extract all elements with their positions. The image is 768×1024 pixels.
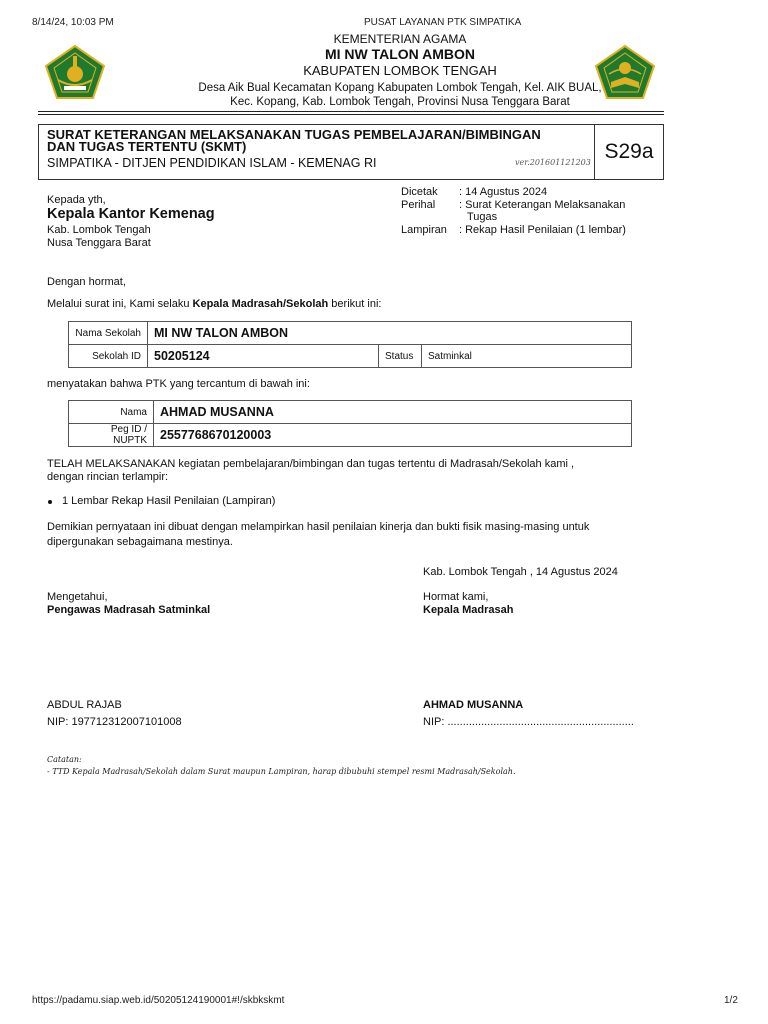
table-row <box>69 424 632 447</box>
perihal-value-line-2: Tugas <box>467 211 498 223</box>
recipient-name: Kepala Kantor Kemenag <box>47 206 215 222</box>
ptk-id-label: Peg ID / NUPTK <box>69 424 154 447</box>
executed-line-1: TELAH MELAKSANAKAN kegiatan pembelajaran/bimbingan dan tugas tertentu di Madrasah/Sekolah kami , <box>47 458 575 470</box>
table-row <box>69 401 632 424</box>
letterhead <box>150 33 650 109</box>
right-signer-title: Kepala Madrasah <box>423 604 514 616</box>
ptk-name-value: AHMAD MUSANNA <box>154 401 632 424</box>
recipient-salutation: Kepada yth, <box>47 194 106 206</box>
print-url: https://padamu.siap.web.id/50205124190001#!/skbkskmt <box>32 995 285 1006</box>
school-name-value: MI NW TALON AMBON <box>148 322 632 345</box>
letterhead-divider-bottom <box>38 114 664 115</box>
closing-line-2: dipergunakan sebagaimana mestinya. <box>47 536 233 548</box>
executed-line-2: dengan rincian terlampir: <box>47 471 169 483</box>
right-greeting: Hormat kami, <box>423 591 489 603</box>
bullet-icon <box>48 500 52 504</box>
status-value: Satminkal <box>422 345 632 368</box>
ptk-id-value: 2557768670120003 <box>154 424 632 447</box>
print-page-number: 1/2 <box>724 995 738 1006</box>
ptk-name-label: Nama <box>69 401 154 424</box>
left-signer-title: Pengawas Madrasah Satminkal <box>47 604 211 616</box>
right-signer-name: AHMAD MUSANNA <box>423 699 524 711</box>
address-line-2: Kec. Kopang, Kab. Lombok Tengah, Provinsi Nusa Tenggara Barat <box>230 96 570 108</box>
document-subtitle: SIMPATIKA - DITJEN PENDIDIKAN ISLAM - KEMENAG RI <box>47 156 377 170</box>
perihal-value-line-1: : Surat Keterangan Melaksanakan <box>459 199 626 211</box>
right-signer-nip: NIP: ............................................................. <box>423 716 634 728</box>
school-name-heading: MI NW TALON AMBON <box>324 46 476 62</box>
dicetak-value: : 14 Agustus 2024 <box>459 186 548 198</box>
lampiran-value: : Rekap Hasil Penilaian (1 lembar) <box>459 224 626 236</box>
ptk-info-table <box>68 400 632 447</box>
school-info-table <box>68 321 632 368</box>
left-signer-name: ABDUL RAJAB <box>47 699 122 711</box>
print-datetime: 8/14/24, 10:03 PM <box>32 17 114 28</box>
kemenag-emblem-icon <box>44 44 106 100</box>
document-title: SURAT KETERANGAN MELAKSANAKAN TUGAS PEMBELAJARAN/BIMBINGAN DAN TUGAS TERTENTU (SKMT) <box>47 127 541 154</box>
table-row <box>69 322 632 345</box>
document-code: S29a <box>594 125 663 179</box>
dicetak-label: Dicetak <box>401 186 438 198</box>
closing-line-1: Demikian pernyataan ini dibuat dengan melampirkan hasil penilaian kinerja dan bukti fisik masing-masing untuk <box>47 521 590 533</box>
school-id-label: Sekolah ID <box>69 345 148 368</box>
notes-line-1: - TTD Kepala Madrasah/Sekolah dalam Surat maupun Lampiran, harap dibubuhi stempel resmi Madrasah/Sekolah. <box>47 767 516 776</box>
left-signer-nip: NIP: 197712312007101008 <box>47 716 182 728</box>
greeting: Dengan hormat, <box>47 276 126 288</box>
print-site-title: PUSAT LAYANAN PTK SIMPATIKA <box>364 17 522 28</box>
address-line-1: Desa Aik Bual Kecamatan Kopang Kabupaten Lombok Tengah, Kel. AIK BUAL, <box>198 82 602 94</box>
school-id-value: 50205124 <box>148 345 379 368</box>
table-row <box>69 345 632 368</box>
status-label: Status <box>379 345 422 368</box>
perihal-label: Perihal <box>401 199 436 211</box>
intro-paragraph: Melalui surat ini, Kami selaku Kepala Madrasah/Sekolah berikut ini: <box>47 298 382 310</box>
attachment-item: 1 Lembar Rekap Hasil Penilaian (Lampiran) <box>62 495 276 507</box>
left-greeting: Mengetahui, <box>47 591 108 603</box>
lampiran-label: Lampiran <box>401 224 447 236</box>
declaration-text: menyatakan bahwa PTK yang tercantum di bawah ini: <box>47 378 310 390</box>
place-date: Kab. Lombok Tengah , 14 Agustus 2024 <box>423 566 618 578</box>
document-title-box <box>38 124 664 180</box>
notes-heading: Catatan: <box>47 755 82 764</box>
recipient-line-2: Nusa Tenggara Barat <box>47 237 151 249</box>
recipient-line-1: Kab. Lombok Tengah <box>47 224 151 236</box>
letterhead-divider-top <box>38 111 664 112</box>
regency-name: KABUPATEN LOMBOK TENGAH <box>303 63 497 78</box>
ministry-name: KEMENTERIAN AGAMA <box>333 32 467 46</box>
document-version: ver.201601121203 <box>515 158 591 167</box>
school-name-label: Nama Sekolah <box>69 322 148 345</box>
